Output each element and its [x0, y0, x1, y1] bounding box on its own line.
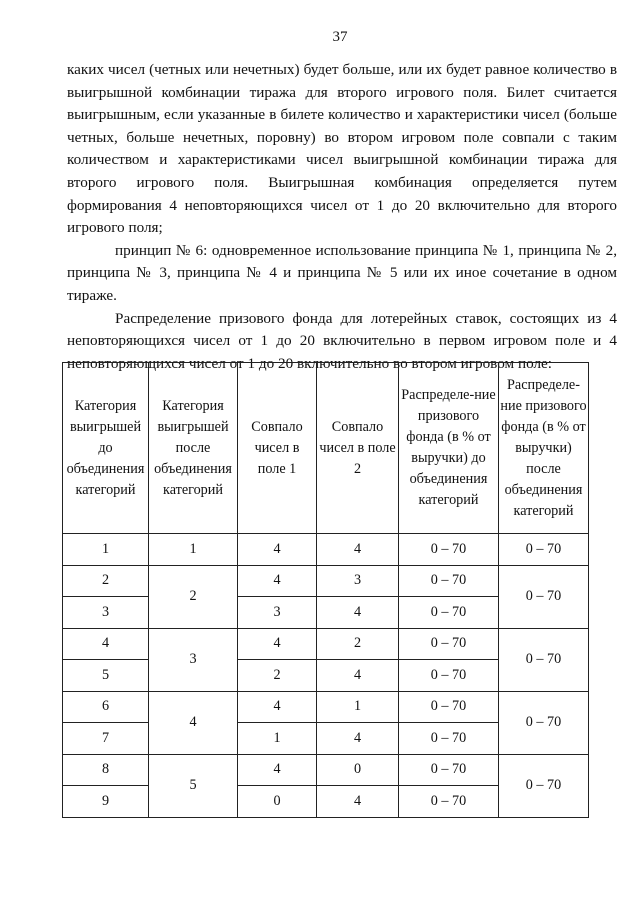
cell: 0 — [238, 786, 317, 818]
table-row — [63, 628, 589, 660]
cell: 0 — [317, 754, 399, 786]
paragraph: Распределение призового фонда для лотерейных ставок, состоящих из 4 неповторяющихся чисел от 1 до 20 включительно в первом игровом поле и 4 неповторяющихся чисел от 1 до 20 включительно во втором игровом поле: — [67, 309, 617, 372]
cell: 7 — [63, 723, 149, 755]
cell: 4 — [317, 786, 399, 818]
table-row — [63, 691, 589, 723]
cell: 0 – 70 — [499, 565, 589, 628]
cell: 1 — [63, 534, 149, 566]
cell: 4 — [238, 754, 317, 786]
cell: 2 — [63, 565, 149, 597]
cell: 8 — [63, 754, 149, 786]
cell: 0 – 70 — [399, 628, 499, 660]
cell: 1 — [238, 723, 317, 755]
cell: 9 — [63, 786, 149, 818]
cell: 4 — [317, 597, 399, 629]
cell: 0 – 70 — [399, 565, 499, 597]
cell: 3 — [317, 565, 399, 597]
header-category-before: Категория выигрышей до объединения категорий — [63, 363, 149, 534]
table-header-row — [63, 363, 589, 534]
cell: 0 – 70 — [399, 691, 499, 723]
cell: 4 — [238, 534, 317, 566]
table-row — [63, 565, 589, 597]
table-row — [63, 534, 589, 566]
cell: 0 – 70 — [399, 723, 499, 755]
cell: 5 — [149, 754, 238, 817]
cell: 2 — [149, 565, 238, 628]
paragraph: каких чисел (четных или нечетных) будет больше, или их будет равное количество в выигрышной комбинации тиража для второго игрового поля. Билет считается выигрышным, если указанные в билете количество и характеристики чисел (больше четных, больше нечетных, поровну) во втором игровом поле совпали с таким количеством и характеристиками чисел выигрышной комбинации тиража для второго игрового поля. Выигрышная комбинация определяется путем формирования 4 неповторяющихся чисел от 1 до 20 включительно для второго игрового поля; — [67, 61, 617, 237]
cell: 4 — [317, 534, 399, 566]
cell: 4 — [238, 628, 317, 660]
cell: 6 — [63, 691, 149, 723]
cell: 1 — [149, 534, 238, 566]
header-match-field-2: Совпало чисел в поле 2 — [317, 363, 399, 534]
cell: 4 — [63, 628, 149, 660]
cell: 4 — [238, 691, 317, 723]
cell: 2 — [317, 628, 399, 660]
cell: 0 – 70 — [399, 754, 499, 786]
page-number: 37 — [332, 29, 348, 45]
cell: 3 — [238, 597, 317, 629]
cell: 0 – 70 — [499, 534, 589, 566]
cell: 0 – 70 — [499, 691, 589, 754]
header-distribution-before: Распределе-ние призового фонда (в % от выручки) до объединения категорий — [399, 363, 499, 534]
cell: 0 – 70 — [499, 628, 589, 691]
cell: 1 — [317, 691, 399, 723]
cell: 4 — [317, 723, 399, 755]
cell: 0 – 70 — [399, 534, 499, 566]
cell: 0 – 70 — [399, 660, 499, 692]
cell: 0 – 70 — [399, 597, 499, 629]
prize-distribution-table — [62, 362, 589, 818]
body-text — [67, 59, 617, 375]
cell: 0 – 70 — [399, 786, 499, 818]
cell: 5 — [63, 660, 149, 692]
cell: 4 — [238, 565, 317, 597]
paragraph: принцип № 6: одновременное использование принципа № 1, принципа № 2, принципа № 3, принципа № 4 и принципа № 5 или их иное сочетание в одном тираже. — [67, 241, 617, 304]
header-category-after: Категория выигрышей после объединения категорий — [149, 363, 238, 534]
table-row — [63, 754, 589, 786]
cell: 3 — [63, 597, 149, 629]
cell: 3 — [149, 628, 238, 691]
cell: 0 – 70 — [499, 754, 589, 817]
cell: 4 — [149, 691, 238, 754]
header-distribution-after: Распределе-ние призового фонда (в % от выручки) после объединения категорий — [499, 363, 589, 534]
header-match-field-1: Совпало чисел в поле 1 — [238, 363, 317, 534]
cell: 4 — [317, 660, 399, 692]
cell: 2 — [238, 660, 317, 692]
